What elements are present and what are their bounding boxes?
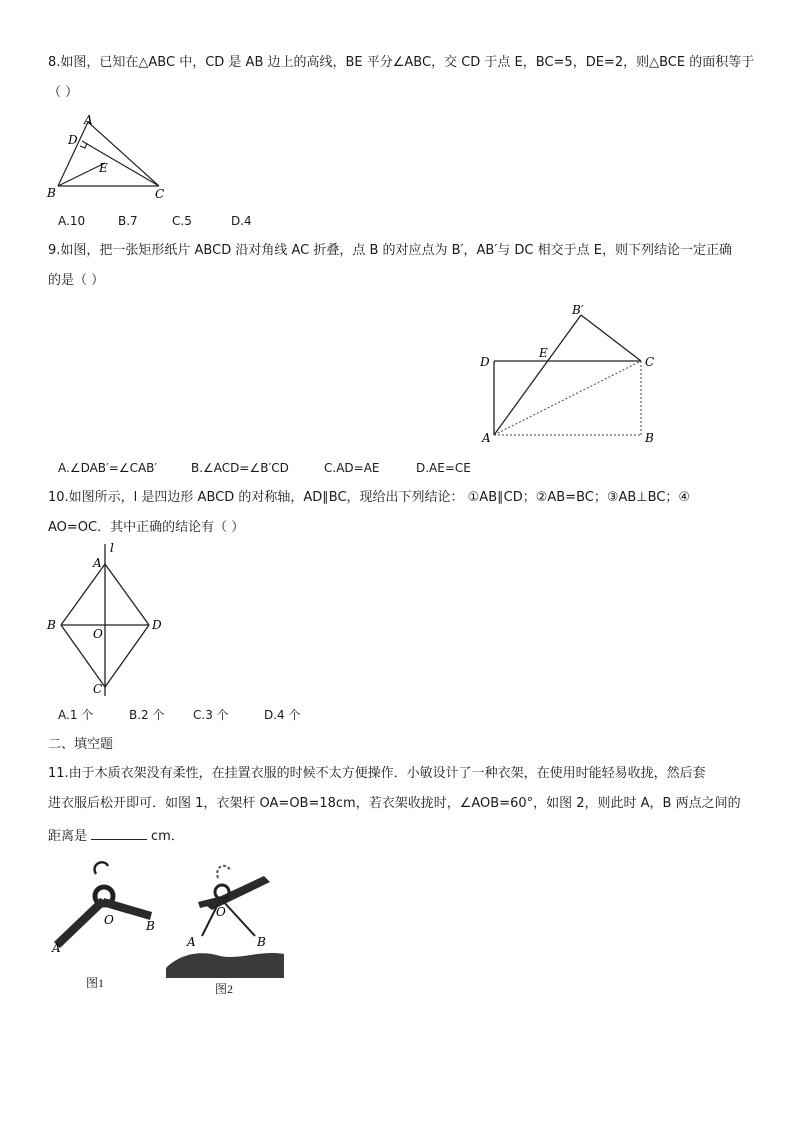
q9-options [58, 460, 478, 476]
fig1-label-a: A [52, 941, 61, 955]
q10-stem-line2: AO=OC．其中正确的结论有（ ） [48, 520, 245, 535]
q8-label-c: C [155, 187, 165, 201]
fig2-caption: 图2 [215, 982, 234, 996]
q8-option-a[interactable]: A.10 [58, 214, 86, 228]
q9-option-c[interactable]: C.AD=AE [324, 461, 380, 475]
q9-stem-line1: 9.如图，把一张矩形纸片 ABCD 沿对角线 AC 折叠，点 B 的对应点为 B′，AB′与 DC 相交于点 E，则下列结论一定正确 [48, 243, 732, 258]
q10-option-b[interactable]: B.2 个 [129, 708, 165, 722]
q11-figure-2-hanger [160, 860, 290, 980]
q8-label-d: D [68, 133, 78, 147]
q9-label-e: E [539, 346, 548, 360]
fig2-label-o: O [216, 905, 226, 919]
q9-option-b[interactable]: B.∠ACD=∠B′CD [191, 461, 289, 475]
q8-stem-line1: 8.如图，已知在△ABC 中，CD 是 AB 边上的高线，BE 平分∠ABC，交 CD 于点 E，BC=5，DE=2，则△BCE 的面积等于 [48, 55, 755, 70]
q10-label-l: l [110, 541, 114, 555]
q9-label-bprime: B′ [572, 303, 584, 317]
q9-label-a: A [482, 431, 491, 445]
q8-option-b[interactable]: B.7 [118, 214, 138, 228]
q8-label-e: E [99, 161, 108, 175]
q8-triangle-figure [44, 114, 174, 204]
fig2-label-a: A [187, 935, 196, 949]
q10-label-o: O [93, 627, 103, 641]
q8-options [58, 213, 318, 229]
fig1-label-b: B [146, 919, 155, 933]
q9-option-a[interactable]: A.∠DAB′=∠CAB′ [58, 461, 158, 475]
q8-stem-line2: （ ） [48, 85, 79, 100]
fig2-label-b: B [257, 935, 266, 949]
q10-option-d[interactable]: D.4 个 [264, 708, 301, 722]
q10-options [58, 707, 318, 723]
q10-stem-line1: 10.如图所示，l 是四边形 ABCD 的对称轴，AD∥BC，现给出下列结论： ①AB∥CD；②AB=BC；③AB⊥BC；④ [48, 490, 691, 505]
q8-option-d[interactable]: D.4 [231, 214, 252, 228]
q10-quadrilateral-figure [44, 540, 174, 700]
q8-label-b: B [47, 186, 56, 200]
q9-label-b: B [645, 431, 654, 445]
section-fill-in-title: 二、填空题 [48, 737, 114, 752]
q10-label-d: D [152, 618, 162, 632]
q10-option-c[interactable]: C.3 个 [193, 708, 229, 722]
q8-option-c[interactable]: C.5 [172, 214, 192, 228]
fig1-caption: 图1 [86, 976, 105, 990]
q9-option-d[interactable]: D.AE=CE [416, 461, 471, 475]
q10-label-c: C [93, 682, 103, 696]
q11-line3-suffix: cm． [151, 829, 184, 844]
q9-stem-line2: 的是（ ） [48, 273, 105, 288]
q11-stem-line1: 11.由于木质衣架没有柔性，在挂置衣服的时候不太方便操作．小敏设计了一种衣架，在使用时能轻易收拢，然后套 [48, 766, 706, 781]
q11-stem-line3 [48, 825, 184, 846]
q9-label-d: D [480, 355, 490, 369]
fig1-label-o: O [104, 913, 114, 927]
q10-label-a: A [93, 556, 102, 570]
q11-stem-line2: 进衣服后松开即可．如图 1，衣架杆 OA=OB=18cm，若衣架收拢时，∠AOB=60°，如图 2，则此时 A，B 两点之间的 [48, 796, 741, 811]
q11-answer-blank[interactable] [91, 825, 147, 840]
q8-label-a: A [84, 114, 93, 127]
q10-label-b: B [47, 618, 56, 632]
q9-label-c: C [645, 355, 655, 369]
q11-line3-prefix: 距离是 [48, 829, 88, 844]
q11-figure-1-hanger [46, 858, 166, 958]
q9-rectangle-fold-figure [475, 300, 665, 450]
q10-option-a[interactable]: A.1 个 [58, 708, 94, 722]
